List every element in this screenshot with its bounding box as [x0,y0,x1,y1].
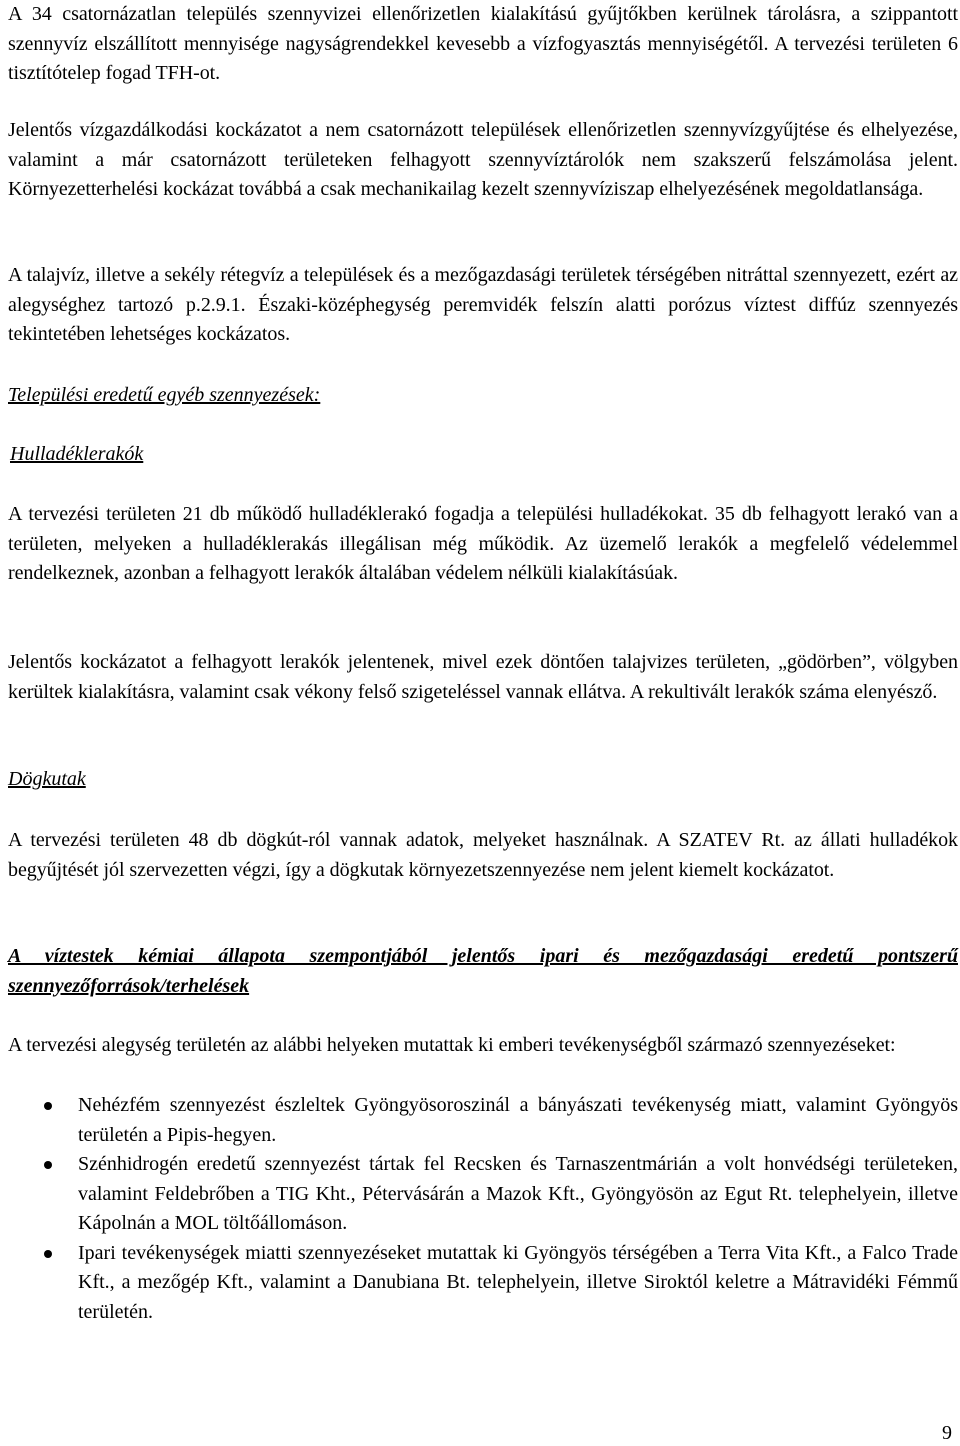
bullet-list [8,1091,958,1327]
paragraph-4: A tervezési területen 21 db működő hulladéklerakó fogadja a települési hulladékokat. 35 db felhagyott lerakó van a területen, melyeken a hulladéklerakás illegálisan még működik. Az üzemelő lerakók a megfelelő védelemmel rendelkeznek, azonban a felhagyott lerakók általában védelem nélküli kialakításúak. [8,503,958,584]
heading-hulladeklerakok: Hulladéklerakók [10,443,144,465]
paragraph-5: Jelentős kockázatot a felhagyott lerakók jelentenek, mivel ezek döntően talajvizes területen, „gödörben”, völgyben kerültek kialakításra, valamint csak vékony felső szigeteléssel vannak ellátva. A rekultivált lerakók száma elenyésző. [8,651,958,703]
list-item [8,1091,958,1150]
paragraph-3: A talajvíz, illetve a sekély rétegvíz a települések és a mezőgazdasági területek térségében nitráttal szennyezett, ezért az alegységhez tartozó p.2.9.1. Északi-középhegység peremvidék felszín alatti porózus víztest diffúz szennyezés tekintetében lehetséges kockázatos. [8,264,958,345]
list-item [8,1239,958,1328]
list-item-text: Nehézfém szennyezést észleltek Gyöngyösoroszinál a bányászati tevékenység miatt, valamint Gyöngyös területén a Pipis-hegyen. [78,1094,958,1146]
paragraph-2: Jelentős vízgazdálkodási kockázatot a nem csatornázott települések ellenőrizetlen szennyvízgyűjtése és elhelyezése, valamint a már csatornázott területeken felhagyott szennyvíztárolók nem szakszerű felszámolása jelent. Környezetterhelési kockázat továbbá a csak mechanikailag kezelt szennyvíziszap elhelyezésének megoldatlansága. [8,119,958,200]
heading-telepulesi: Települési eredetű egyéb szennyezések: [8,384,321,406]
list-item-text: Ipari tevékenységek miatti szennyezéseket mutattak ki Gyöngyös térségében a Terra Vita Kft., a Falco Trade Kft., a mezőgép Kft., valamint a Danubiana Bt. telephelyein, illetve Siroktól keletre a Mátravidéki Fémmű területén. [78,1241,958,1323]
heading-viztestek: A víztestek kémiai állapota szempontjából jelentős ipari és mezőgazdasági eredetű pontszerű szennyezőforrások/terhelések [8,945,958,997]
heading-dogkutak: Dögkutak [8,768,86,790]
paragraph-7: A tervezési alegység területén az alábbi helyeken mutattak ki emberi tevékenységből származó szennyezéseket: [8,1034,896,1056]
bullet-dot-icon [44,1161,52,1169]
page-number: 9 [942,1422,952,1444]
paragraph-6: A tervezési területen 48 db dögkút-ról vannak adatok, melyeket használnak. A SZATEV Rt. az állati hulladékok begyűjtését jól szervezetten végzi, így a dögkutak környezetszennyezése nem jelent kiemelt kockázatot. [8,829,958,881]
paragraph-1: A 34 csatornázatlan település szennyvizei ellenőrizetlen kialakítású gyűjtőkben kerülnek tárolásra, a szippantott szennyvíz elszállított mennyisége nagyságrendekkel kevesebb a vízfogyasztás mennyiségétől. A tervezési területen 6 tisztítótelep fogad TFH-ot. [8,3,958,84]
list-item [8,1150,958,1239]
bullet-dot-icon [44,1102,52,1110]
list-item-text: Szénhidrogén eredetű szennyezést tártak fel Recsken és Tarnaszentmárián a volt honvédségi területeken, valamint Feldebrőben a TIG Kht., Pétervásárán a Mazok Kft., Gyöngyösön az Egut Rt. telephelyein, illetve Kápolnán a MOL töltőállomáson. [78,1153,958,1234]
bullet-dot-icon [44,1250,52,1258]
